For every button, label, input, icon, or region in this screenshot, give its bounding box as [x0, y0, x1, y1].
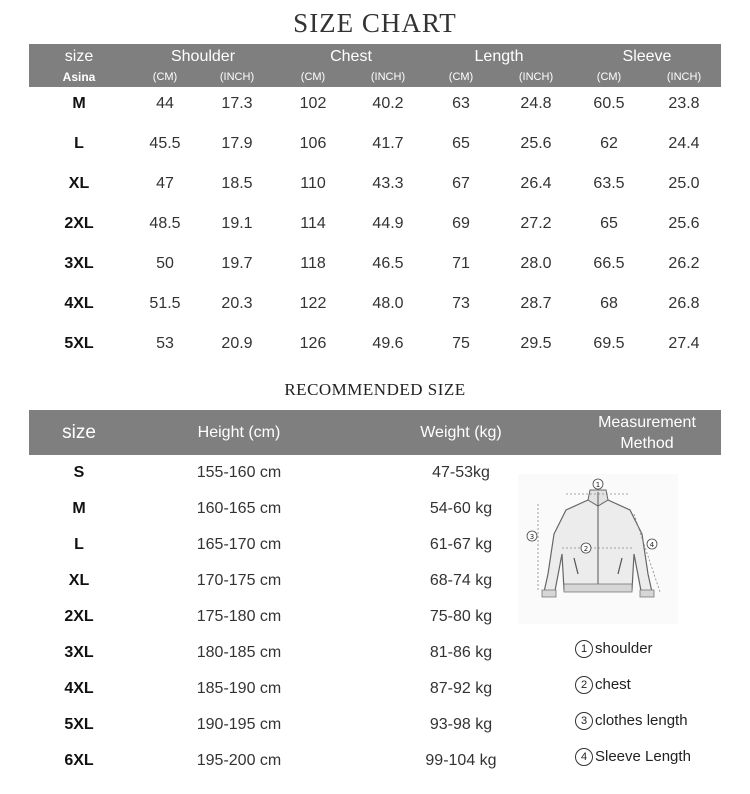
- header-size: size: [64, 48, 94, 65]
- marker-4-label: 4: [649, 541, 655, 549]
- legend-number: 3: [575, 712, 593, 730]
- cell-height: 190-195 cm: [196, 716, 282, 733]
- cell-chest-cm: 110: [300, 175, 326, 192]
- recommended-header-method: [577, 412, 717, 457]
- cell-length-cm: 63: [452, 95, 470, 112]
- cell-weight: 87-92 kg: [429, 680, 493, 697]
- cell-sleeve-in: 25.6: [668, 215, 700, 232]
- page-title: SIZE CHART: [293, 8, 457, 38]
- cell-length-in: 29.5: [520, 335, 552, 352]
- cell-chest-cm: 102: [299, 95, 327, 112]
- cell-shoulder-in: 20.3: [221, 295, 253, 312]
- legend-number: 4: [575, 748, 593, 766]
- cell-height: 185-190 cm: [196, 680, 282, 697]
- legend-number: 1: [575, 640, 593, 658]
- cell-length-cm: 75: [452, 335, 470, 352]
- header-sleeve: Sleeve: [622, 48, 672, 65]
- cell-chest-cm: 126: [299, 335, 327, 352]
- cell-sleeve-in: 26.8: [668, 295, 700, 312]
- cell-size: L: [74, 135, 84, 152]
- cell-size: S: [73, 464, 85, 481]
- header-unit-inch: (INCH): [219, 71, 255, 83]
- table-row: [29, 674, 529, 710]
- cell-shoulder-in: 18.5: [221, 175, 253, 192]
- recommended-header: [29, 410, 721, 455]
- table-row: [29, 746, 529, 782]
- cell-chest-cm: 122: [299, 295, 327, 312]
- cell-shoulder-in: 17.3: [221, 95, 253, 112]
- cell-height: 165-170 cm: [196, 536, 282, 553]
- cell-height: 195-200 cm: [196, 752, 282, 769]
- cell-size: 4XL: [64, 295, 94, 312]
- cell-sleeve-cm: 62: [600, 135, 618, 152]
- table-row: [29, 287, 721, 327]
- table-row: [29, 167, 721, 207]
- cell-shoulder-cm: 48.5: [149, 215, 181, 232]
- cell-sleeve-cm: 66.5: [593, 255, 625, 272]
- cell-shoulder-in: 19.1: [221, 215, 253, 232]
- cell-size: 6XL: [64, 752, 94, 769]
- header-length: Length: [474, 48, 524, 65]
- recommended-header-weight: Weight (kg): [420, 424, 502, 441]
- header-brand: Asina: [62, 70, 96, 84]
- cell-length-in: 26.4: [520, 175, 552, 192]
- cell-chest-in: 43.3: [372, 175, 404, 192]
- recommended-title: RECOMMENDED SIZE: [284, 380, 466, 399]
- cell-size: 5XL: [64, 335, 94, 352]
- header-unit-inch: (INCH): [666, 71, 702, 83]
- header-unit-cm: (CM): [300, 71, 326, 83]
- cell-shoulder-in: 19.7: [221, 255, 253, 272]
- cell-shoulder-in: 17.9: [221, 135, 253, 152]
- cell-height: 160-165 cm: [196, 500, 282, 517]
- cell-shoulder-cm: 44: [156, 95, 174, 112]
- cell-chest-in: 44.9: [372, 215, 404, 232]
- table-row: [29, 207, 721, 247]
- cell-chest-cm: 114: [300, 215, 326, 232]
- legend-number: 2: [575, 676, 593, 694]
- header-unit-cm: (CM): [596, 71, 622, 83]
- table-row: [29, 458, 529, 494]
- cell-weight: 81-86 kg: [429, 644, 493, 661]
- table-row: [29, 602, 529, 638]
- cell-length-cm: 67: [452, 175, 470, 192]
- cell-sleeve-in: 26.2: [668, 255, 700, 272]
- header-shoulder: Shoulder: [170, 48, 236, 65]
- cell-length-in: 27.2: [520, 215, 552, 232]
- cell-shoulder-cm: 51.5: [149, 295, 181, 312]
- cell-shoulder-cm: 47: [156, 175, 174, 192]
- cell-length-in: 24.8: [520, 95, 552, 112]
- jacket-measurement-diagram: [518, 474, 678, 624]
- header-chest: Chest: [330, 48, 372, 65]
- cell-size: L: [74, 536, 84, 553]
- cell-length-cm: 73: [452, 295, 470, 312]
- table-row: [29, 638, 529, 674]
- cell-sleeve-cm: 63.5: [593, 175, 625, 192]
- cell-length-cm: 69: [452, 215, 470, 232]
- table-row: [29, 530, 529, 566]
- cell-size: 4XL: [64, 680, 94, 697]
- marker-1-label: 1: [595, 481, 601, 489]
- cell-length-cm: 65: [452, 135, 470, 152]
- cell-weight: 99-104 kg: [425, 752, 497, 769]
- table-row: [29, 710, 529, 746]
- cell-length-cm: 71: [452, 255, 470, 272]
- cell-chest-in: 46.5: [372, 255, 404, 272]
- jacket-right-cuff: [640, 590, 654, 597]
- cell-size: 2XL: [64, 215, 94, 232]
- cell-size: 3XL: [64, 644, 94, 661]
- jacket-left-cuff: [542, 590, 556, 597]
- cell-chest-cm: 106: [299, 135, 327, 152]
- cell-sleeve-in: 24.4: [668, 135, 700, 152]
- cell-weight: 93-98 kg: [429, 716, 493, 733]
- cell-shoulder-cm: 50: [156, 255, 174, 272]
- cell-size: 5XL: [64, 716, 94, 733]
- legend-label: Sleeve Length: [595, 748, 691, 765]
- cell-height: 170-175 cm: [196, 572, 282, 589]
- cell-sleeve-in: 27.4: [668, 335, 700, 352]
- cell-sleeve-cm: 60.5: [593, 95, 625, 112]
- method-line-2: Method: [620, 435, 674, 452]
- cell-weight: 68-74 kg: [429, 572, 493, 589]
- cell-sleeve-cm: 68: [600, 295, 618, 312]
- cell-height: 175-180 cm: [196, 608, 282, 625]
- method-line-1: Measurement: [598, 414, 696, 431]
- legend-label: shoulder: [595, 640, 653, 657]
- table-row: [29, 566, 529, 602]
- legend-item: [575, 676, 631, 694]
- size-chart-header: [29, 44, 721, 87]
- legend-item: [575, 640, 653, 658]
- cell-size: M: [72, 500, 86, 517]
- cell-size: 2XL: [64, 608, 94, 625]
- cell-length-in: 25.6: [520, 135, 552, 152]
- cell-sleeve-cm: 65: [600, 215, 618, 232]
- legend-label: chest: [595, 676, 631, 693]
- legend-label: clothes length: [595, 712, 688, 729]
- header-unit-inch: (INCH): [370, 71, 406, 83]
- legend-item: [575, 748, 691, 766]
- header-unit-cm: (CM): [152, 71, 178, 83]
- cell-sleeve-cm: 69.5: [593, 335, 625, 352]
- cell-chest-in: 49.6: [372, 335, 404, 352]
- cell-shoulder-cm: 45.5: [149, 135, 181, 152]
- cell-height: 155-160 cm: [196, 464, 282, 481]
- recommended-header-height: Height (cm): [197, 424, 281, 441]
- table-row: [29, 87, 721, 127]
- cell-size: M: [72, 95, 86, 112]
- jacket-hem: [564, 584, 632, 592]
- table-row: [29, 327, 721, 367]
- cell-chest-in: 40.2: [372, 95, 404, 112]
- size-chart-table: [29, 44, 721, 367]
- cell-size: XL: [68, 572, 90, 589]
- marker-2-label: 2: [583, 545, 589, 553]
- cell-height: 180-185 cm: [196, 644, 282, 661]
- cell-chest-in: 48.0: [372, 295, 404, 312]
- cell-chest-cm: 118: [300, 255, 326, 272]
- cell-weight: 54-60 kg: [429, 500, 493, 517]
- cell-weight: 61-67 kg: [429, 536, 493, 553]
- header-unit-inch: (INCH): [518, 71, 554, 83]
- table-row: [29, 127, 721, 167]
- cell-size: 3XL: [64, 255, 94, 272]
- cell-length-in: 28.0: [520, 255, 552, 272]
- cell-length-in: 28.7: [520, 295, 552, 312]
- cell-size: XL: [68, 175, 90, 192]
- recommended-header-size: size: [62, 422, 96, 443]
- cell-weight: 75-80 kg: [429, 608, 493, 625]
- cell-sleeve-in: 23.8: [668, 95, 700, 112]
- cell-chest-in: 41.7: [372, 135, 404, 152]
- header-unit-cm: (CM): [448, 71, 474, 83]
- cell-shoulder-in: 20.9: [221, 335, 253, 352]
- table-row: [29, 247, 721, 287]
- marker-3-label: 3: [529, 533, 535, 541]
- cell-weight: 47-53kg: [432, 464, 490, 481]
- cell-sleeve-in: 25.0: [668, 175, 700, 192]
- table-row: [29, 494, 529, 530]
- legend-item: [575, 712, 688, 730]
- cell-shoulder-cm: 53: [156, 335, 174, 352]
- size-chart-body: [29, 87, 721, 367]
